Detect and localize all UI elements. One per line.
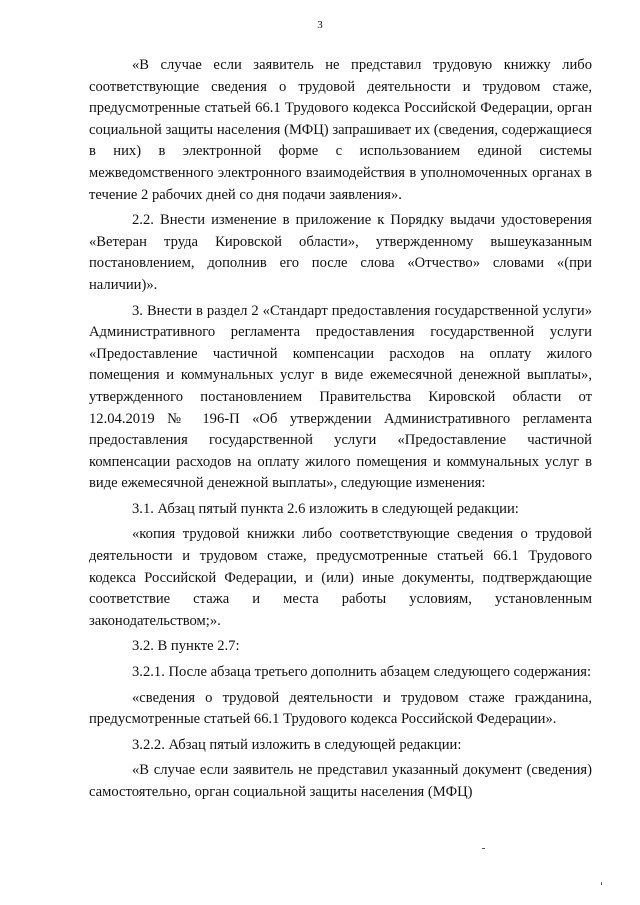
scan-speck-mark <box>482 848 485 849</box>
paragraph-3-2: 3.2. В пункте 2.7: <box>132 638 240 655</box>
paragraph-3-1-text: «копия трудовой книжки либо соответствующие сведения о трудовой деятельности и трудовом стаже, предусмотренные статьей 66.1 Трудового кодекса Российской Федерации, и (или) иные документы, подтверждающие соответствие стажа и места работы условиям, установленным законодательством;». <box>89 526 592 629</box>
document-body <box>89 55 592 808</box>
paragraph-application-records-request: «В случае если заявитель не представил трудовую книжку либо соответствующие сведения о трудовой деятельности и трудовом стаже, предусмотренные статьей 66.1 Трудового кодекса Российской Федерации, орган социальной защиты населения (МФЦ) запрашивает их (сведения, содержащиеся в них) в электронной форме с использованием единой системы межведомственного электронного взаимодействия в уполномоченных органах в течение 2 рабочих дней со дня подачи заявления». <box>89 57 592 203</box>
scan-speck-mark <box>601 882 602 885</box>
page-number: 3 <box>317 19 323 31</box>
paragraph-3-1: 3.1. Абзац пятый пункта 2.6 изложить в следующей редакции: <box>132 500 519 517</box>
paragraph-3-2-1-text: «сведения о трудовой деятельности и трудовом стаже гражданина, предусмотренные статьей 66.1 Трудового кодекса Российской Федерации». <box>89 689 592 728</box>
paragraph-3-2-2-text: «В случае если заявитель не представил указанный документ (сведения) самостоятельно, орган социальной защиты населения (МФЦ) <box>89 762 592 800</box>
paragraph-2-2: 2.2. Внести изменение в приложение к Порядку выдачи удостоверения «Ветеран труда Кировской области», утвержденному вышеуказанным постановлением, дополнив его после слова «Отчество» словами «(при наличии)». <box>89 212 592 293</box>
paragraph-3: 3. Внести в раздел 2 «Стандарт предоставления государственной услуги» Административного регламента предоставления государственной услуги «Предоставление частичной компенсации расходов на оплату жилого помещения и коммунальных услуг в виде ежемесячной денежной выплаты», утвержденного постановлением Правительства Кировской области от 12.04.2019 № 196-П «Об утверждении Административного регламента предоставления государственной услуги «Предоставление частичной компенсации расходов на оплату жилого помещения и коммунальных услуг в виде ежемесячной денежной выплаты», следующие изменения: <box>89 302 592 492</box>
paragraph-3-2-2: 3.2.2. Абзац пятый изложить в следующей редакции: <box>132 736 462 753</box>
paragraph-3-2-1: 3.2.1. После абзаца третьего дополнить абзацем следующего содержания: <box>132 664 592 681</box>
